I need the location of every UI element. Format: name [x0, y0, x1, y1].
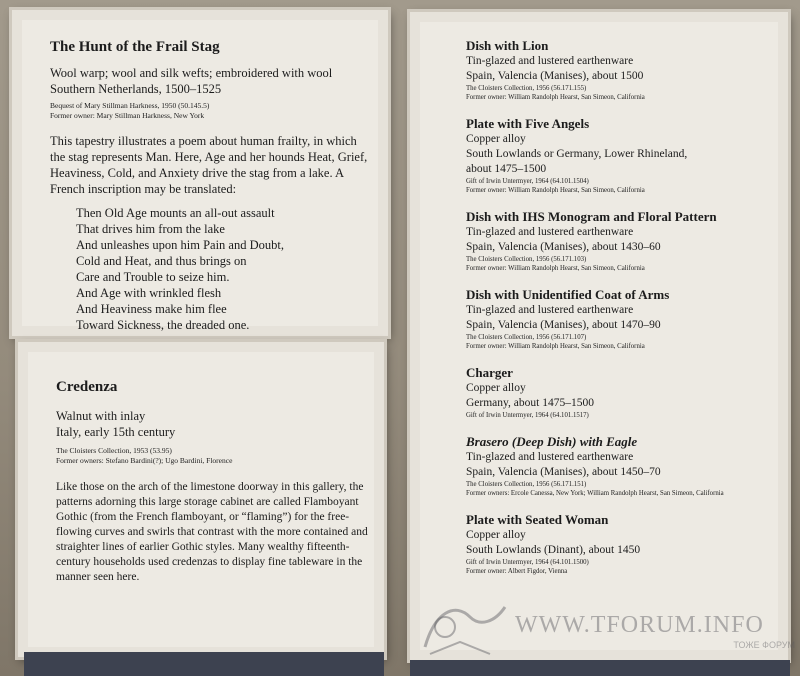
object-line: South Lowlands (Dinant), about 1450 — [466, 544, 641, 556]
label-text-credenza — [56, 378, 376, 585]
artwork-credit: The Cloisters Collection, 1953 (53.95) — [56, 446, 172, 455]
poem-line: Toward Sickness, the dreaded one. — [76, 318, 250, 332]
object-line: Copper alloy — [466, 382, 526, 394]
poem-line: And unleashes upon him Pain and Doubt, — [76, 238, 284, 252]
object-line: Germany, about 1475–1500 — [466, 397, 594, 409]
object-line: about 1475–1500 — [466, 163, 547, 175]
object-owner: Former owner: William Randolph Hearst, San Simeon, California — [466, 94, 645, 101]
object-line: Spain, Valencia (Manises), about 1430–60 — [466, 241, 661, 253]
poem-line: Care and Trouble to seize him. — [76, 270, 230, 284]
object-title: Dish with IHS Monogram and Floral Pattern — [466, 209, 717, 224]
object-entry — [466, 209, 778, 273]
object-line: Copper alloy — [466, 529, 526, 541]
artwork-materials: Walnut with inlay — [56, 409, 146, 423]
artwork-description: This tapestry illustrates a poem about human frailty, in which the stag represents Man. Here, Age and her hounds Heat, Grief, Heaviness, Cold, and Anxiety drive the stag from a lake. A French inscription may be translated: — [50, 134, 368, 196]
watermark — [415, 592, 795, 662]
object-line: Tin-glazed and lustered earthenware — [466, 226, 634, 238]
artwork-materials: Wool warp; wool and silk wefts; embroidered with wool — [50, 66, 333, 80]
watermark-subtext: ТОЖЕ ФОРУМ — [733, 640, 795, 650]
watermark-text: WWW.TFORUM.INFO — [515, 612, 764, 638]
object-owner: Former owner: William Randolph Hearst, San Simeon, California — [466, 187, 645, 194]
object-entry — [466, 365, 778, 420]
object-credit: Gift of Irwin Untermyer, 1964 (64.101.1517) — [466, 412, 589, 419]
label-text-hunt — [50, 38, 370, 333]
object-line: South Lowlands or Germany, Lower Rhineland, — [466, 148, 688, 160]
object-line: Tin-glazed and lustered earthenware — [466, 304, 634, 316]
object-entry — [466, 512, 778, 576]
artwork-owner: Former owner: Mary Stillman Harkness, New York — [50, 111, 205, 120]
object-line: Copper alloy — [466, 133, 526, 145]
object-credit: Gift of Irwin Untermyer, 1964 (64.101.1500) — [466, 559, 589, 566]
label-panel-credenza — [18, 342, 384, 657]
artwork-title: Credenza — [56, 379, 118, 395]
poem-line: Cold and Heat, and thus brings on — [76, 254, 247, 268]
object-credit: The Cloisters Collection, 1956 (56.171.107) — [466, 334, 587, 341]
object-owner: Former owner: Albert Figdor, Vienna — [466, 568, 568, 575]
object-credit: The Cloisters Collection, 1956 (56.171.155) — [466, 85, 587, 92]
object-title: Plate with Seated Woman — [466, 512, 609, 527]
poem-line: And Age with wrinkled flesh — [76, 286, 222, 300]
artwork-owner: Former owners: Stefano Bardini(?); Ugo Bardini, Florence — [56, 456, 233, 465]
poem-line: Then Old Age mounts an all-out assault — [76, 206, 275, 220]
object-line: Tin-glazed and lustered earthenware — [466, 451, 634, 463]
object-entry — [466, 116, 778, 195]
panel-base-shadow — [410, 660, 790, 676]
object-entry — [466, 287, 778, 351]
object-title: Dish with Lion — [466, 38, 549, 53]
object-line: Spain, Valencia (Manises), about 1450–70 — [466, 466, 661, 478]
object-title: Charger — [466, 365, 513, 380]
object-title: Brasero (Deep Dish) with Eagle — [466, 434, 638, 449]
label-panel-hunt — [12, 10, 388, 336]
object-credit: Gift of Irwin Untermyer, 1964 (64.101.1504) — [466, 178, 589, 185]
artwork-origin: Southern Netherlands, 1500–1525 — [50, 82, 222, 96]
object-entry — [466, 434, 778, 498]
object-entry — [466, 38, 778, 102]
object-credit: The Cloisters Collection, 1956 (56.171.151) — [466, 481, 587, 488]
poem-translation — [50, 205, 370, 333]
artwork-credit: Bequest of Mary Stillman Harkness, 1950 (50.145.5) — [50, 101, 210, 110]
poem-line: And Heaviness make him flee — [76, 302, 227, 316]
artwork-title: The Hunt of the Frail Stag — [50, 39, 220, 55]
poem-line: That drives him from the lake — [76, 222, 225, 236]
panel-base-shadow — [24, 652, 384, 676]
object-owner: Former owner: William Randolph Hearst, San Simeon, California — [466, 265, 645, 272]
object-line: Spain, Valencia (Manises), about 1500 — [466, 70, 644, 82]
watermark-logo-icon — [415, 592, 510, 662]
object-title: Dish with Unidentified Coat of Arms — [466, 287, 670, 302]
object-credit: The Cloisters Collection, 1956 (56.171.103) — [466, 256, 587, 263]
label-panel-objects — [410, 12, 788, 660]
object-title: Plate with Five Angels — [466, 116, 590, 131]
object-line: Tin-glazed and lustered earthenware — [466, 55, 634, 67]
object-list — [466, 38, 778, 590]
object-owner: Former owner: William Randolph Hearst, San Simeon, California — [466, 343, 645, 350]
artwork-description: Like those on the arch of the limestone doorway in this gallery, the patterns adorning this large storage cabinet are called Flamboyant Gothic (from the French flamboyant, or “flaming”) for the free-flowing curves and swirls that contrast with the more contained and straighter lines of earlier Gothic styles. Many wealthy fifteenth-century households used credenzas to display fine tableware in the manner seen here. — [56, 481, 368, 583]
artwork-origin: Italy, early 15th century — [56, 425, 176, 439]
object-line: Spain, Valencia (Manises), about 1470–90 — [466, 319, 661, 331]
object-owner: Former owners: Ercole Canessa, New York; William Randolph Hearst, San Simeon, California — [466, 490, 724, 497]
